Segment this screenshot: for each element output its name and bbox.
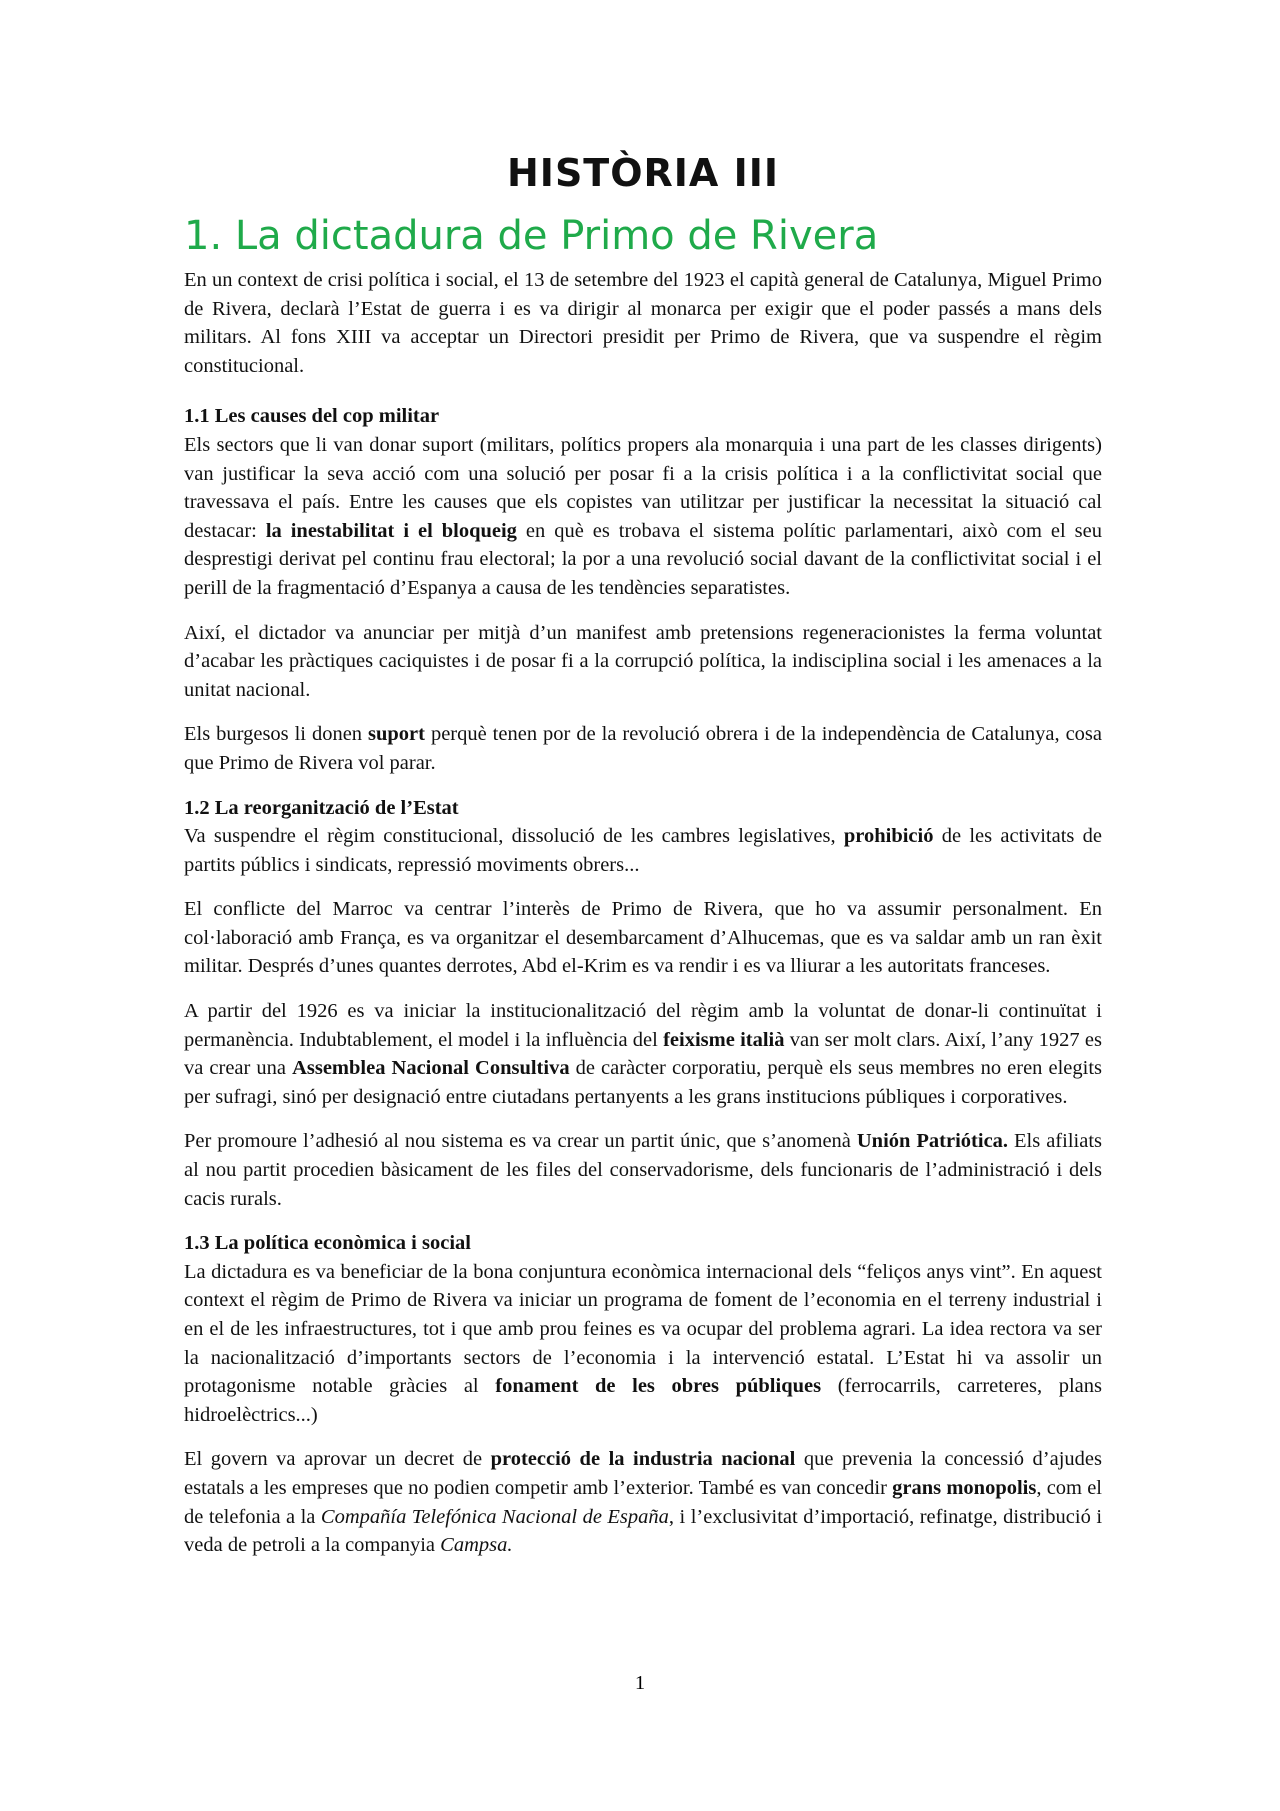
paragraph: Per promoure l’adhesió al nou sistema es va crear un partit únic, que s’anomenà Unión Patriótica. Els afiliats al nou partit procedien bàsicament de les files del conservadorisme, dels funcionaris de l’administració i dels cacis rurals. xyxy=(184,1130,1102,1210)
document-page xyxy=(184,150,1102,1576)
bold-term: Unión Patriótica. xyxy=(856,1130,1009,1153)
paragraph: Els burgesos li donen suport perquè tenen por de la revolució obrera i de la independència de Catalunya, cosa que Primo de Rivera vol parar. xyxy=(184,723,1103,774)
chapter-intro: En un context de crisi política i social, el 13 de setembre del 1923 el capità general de Catalunya, Miguel Primo de Rivera, declarà l’Estat de guerra i es va dirigir al monarca per exigir que el poder passés a mans dels militars. Al fons XIII va acceptar un Directori presidit per Primo de Rivera, que va suspendre el règim constitucional. xyxy=(184,269,1102,377)
paragraph: A partir del 1926 es va iniciar la institucionalització del règim amb la voluntat de donar-li continuïtat i permanència. Indubtablement, el model i la influència del feixisme italià van ser molt clars. Així, l’any 1927 es va crear una Assemblea Nacional Consultiva de caràcter corporatiu, perquè els seus membres no eren elegits per sufragi, sinó per designació entre ciutadans pertanyents a les grans institucions públiques i corporatives. xyxy=(184,1000,1102,1108)
document-title: HISTÒRIA III xyxy=(507,151,779,195)
section-reorganization xyxy=(184,794,1102,1214)
bold-term: prohibició xyxy=(843,825,934,848)
section-heading-economy: 1.3 La política econòmica i social xyxy=(184,1232,471,1255)
bold-term: grans monopolis xyxy=(892,1476,1037,1499)
paragraph: Va suspendre el règim constitucional, dissolució de les cambres legislatives, prohibició de les activitats de partits públics i sindicats, repressió moviments obrers... xyxy=(184,825,1102,876)
bold-term: protecció de la industria nacional xyxy=(490,1448,796,1471)
chapter-heading: 1. La dictadura de Primo de Rivera xyxy=(184,213,879,259)
section-economy xyxy=(184,1229,1102,1560)
section-heading-reorganization: 1.2 La reorganització de l’Estat xyxy=(184,796,459,819)
section-heading-causes: 1.1 Les causes del cop militar xyxy=(184,405,440,428)
page-number: 1 xyxy=(634,1672,646,1694)
bold-term: suport xyxy=(368,723,425,746)
paragraph: El conflicte del Marroc va centrar l’interès de Primo de Rivera, que ho va assumir personalment. En col·laboració amb França, es va organitzar el desembarcament d’Alhucemas, que es va saldar amb un ran èxit militar. Després d’unes quantes derrotes, Abd el-Krim es va rendir i es va lliurar a les autoritats franceses. xyxy=(184,898,1102,978)
paragraph: Així, el dictador va anunciar per mitjà d’un manifest amb pretensions regeneracionistes la ferma voluntat d’acabar les pràctiques caciquistes i de posar fi a la corrupció política, la indisciplina social i les amenaces a la unitat nacional. xyxy=(184,621,1102,701)
bold-term: Assemblea Nacional Consultiva xyxy=(292,1057,570,1080)
section-causes xyxy=(184,402,1102,777)
paragraph: El govern va aprovar un decret de protecció de la industria nacional que prevenia la concessió d’ajudes estatals a les empreses que no podien competir amb l’exterior. També es van concedir grans monopolis, com el de telefonia a la Compañía Telefónica Nacional de España, i l’exclusivitat d’importació, refinatge, distribució i veda de petroli a la companyia Campsa. xyxy=(184,1448,1103,1557)
bold-term: feixisme italià xyxy=(663,1028,785,1051)
paragraph: La dictadura es va beneficiar de la bona conjuntura econòmica internacional dels “feliços anys vint”. En aquest context el règim de Primo de Rivera va iniciar un programa de foment de l’economia en el terreny industrial i en el de les infraestructures, tot i que amb prou feines es va ocupar del problema agrari. La idea rectora va ser la nacionalització d’importants sectors de l’economia i la intervenció estatal. L’Estat hi va assolir un protagonisme notable gràcies al fonament de les obres públiques (ferrocarrils, carreteres, plans hidroelèctrics...) xyxy=(184,1260,1103,1426)
bold-term: la inestabilitat i el bloqueig xyxy=(265,519,517,542)
paragraph: Els sectors que li van donar suport (militars, polítics propers ala monarquia i una part de les classes dirigents) van justificar la seva acció com una solució per posar fi a la crisis política i a la conflictivitat social que travessava el país. Entre les causes que els copistes van utilitzar per justificar la necessitat la situació cal destacar: la inestabilitat i el bloqueig en què es trobava el sistema polític parlamentari, això com el seu desprestigi derivat pel continu frau electoral; la por a una revolució social davant de la conflictivitat social i el perill de la fragmentació d’Espanya a causa de les tendències separatistes. xyxy=(184,433,1103,599)
bold-term: fonament de les obres públiques xyxy=(495,1375,822,1398)
italic-term: Campsa. xyxy=(440,1534,513,1557)
italic-term: Compañía Telefónica Nacional de España xyxy=(320,1505,669,1528)
